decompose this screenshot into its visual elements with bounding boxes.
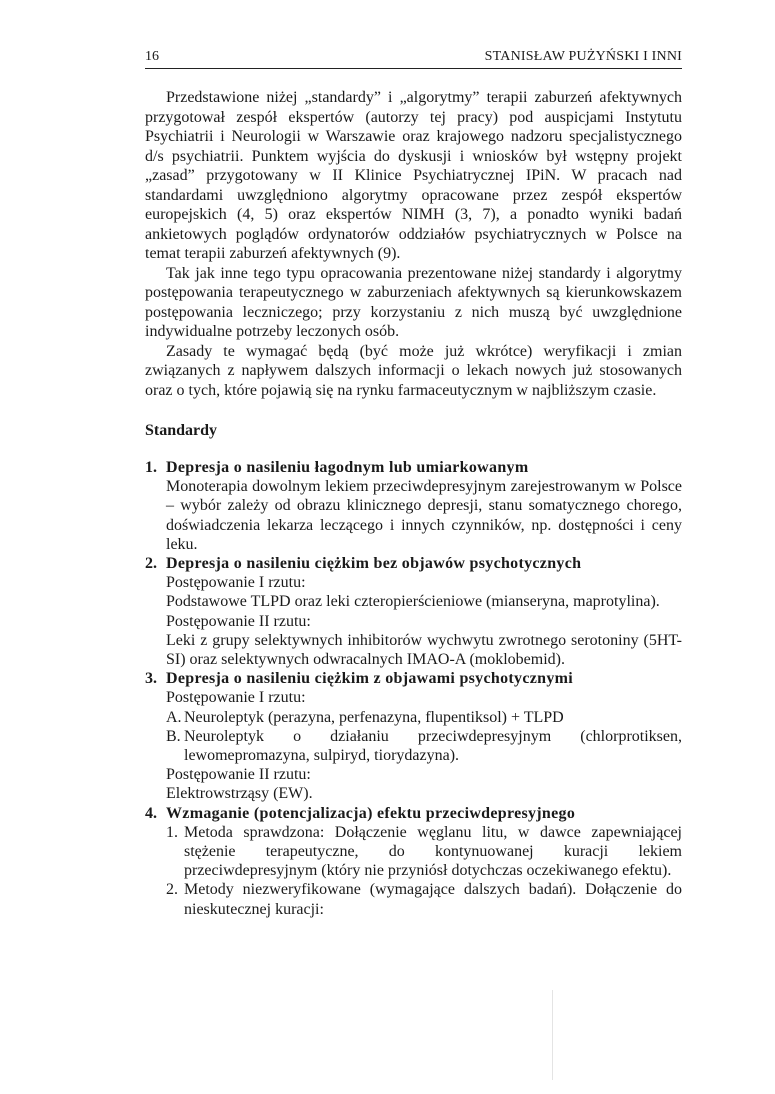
item-line: Postępowanie II rzutu:: [166, 612, 311, 630]
standard-item-3: [145, 669, 682, 803]
item-title: Depresja o nasileniu ciężkim z objawami psychotycznymi: [166, 670, 573, 688]
item-title: Depresja o nasileniu łagodnym lub umiarkowanym: [166, 459, 529, 476]
sub-text: Metody niezweryfikowane (wymagające dalszych badań). Dołączenie do nieskutecznej kuracji:: [184, 881, 682, 918]
intro-paragraph-3: Zasady te wymagać będą (być może już wkrótce) weryfikacji i zmian związanych z napływem dalszych informacji o lekach nowych już stosowanych oraz o tych, które pojawią się na rynku farmaceutycznym w najbliższym czasie.: [145, 342, 682, 399]
item-number: 2.: [145, 555, 157, 573]
item-title: Depresja o nasileniu ciężkim bez objawów psychotycznych: [166, 555, 582, 573]
item-line: Podstawowe TLPD oraz leki czteropierścieniowe (mianseryna, maprotylina).: [166, 593, 660, 611]
item-number: 4.: [145, 804, 157, 822]
item-line: Postępowanie II rzutu:: [166, 766, 311, 784]
running-head: STANISŁAW PUŻYŃSKI I INNI: [484, 49, 682, 64]
intro-paragraph-1: Przedstawione niżej „standardy” i „algorytmy” terapii zaburzeń afektywnych przygotował zespół ekspertów (autorzy tej pracy) pod auspicjami Instytutu Psychiatrii i Neurologii w Warszawie oraz krajowego nadzoru specjalistycznego d/s psychiatrii. Punktem wyjścia do dyskusji i wniosków był wstępny projekt „zasad” przygotowany w II Klinice Psychiatrycznej IPiN. W pracach nad standardami uwzględniono algorytmy opracowane przez zespół ekspertów europejskich (4, 5) oraz ekspertów NIMH (3, 7), a ponadto wyniki badań ankietowych poglądów ordynatorów oddziałów psychiatrycznych w Polsce na temat terapii zaburzeń afektywnych (9).: [145, 89, 682, 262]
sub-text: Metoda sprawdzona: Dołączenie węglanu litu, w dawce zapewniającej stężenie terapeutyczne, do kontynuowanej kuracji lekiem przeciwdepresyjnym (który nie przyniósł dotychczas oczekiwanego efektu).: [184, 823, 682, 880]
sub-marker: 2.: [166, 881, 178, 899]
sub-marker: A.: [166, 708, 182, 726]
sub-marker: 1.: [166, 823, 178, 841]
item-line: Leki z grupy selektywnych inhibitorów wychwytu zwrotnego serotoniny (5HT-SI) oraz selektywnych odwracalnych IMAO-A (moklobemid).: [166, 631, 682, 669]
page-number: 16: [145, 49, 159, 64]
sub-text: Neuroleptyk (perazyna, perfenazyna, flupentiksol) + TLPD: [184, 708, 564, 726]
intro-text: [145, 88, 682, 400]
intro-paragraph-2: Tak jak inne tego typu opracowania prezentowane niżej standardy i algorytmy postępowania terapeutycznego w zaburzeniach afektywnych są kierunkowskazem postępowania leczniczego; przy korzystaniu z nich muszą być uwzględnione indywidualne potrzeby leczonych osób.: [145, 264, 682, 340]
item-line: Postępowanie I rzutu:: [166, 689, 306, 707]
sub-text: Neuroleptyk o działaniu przeciwdepresyjnym (chlorprotiksen, lewomepromazyna, sulpiryd, tiorydazyna).: [184, 727, 682, 765]
page-header: [145, 48, 682, 69]
section-heading: Standardy: [145, 422, 218, 439]
method-1: [166, 823, 682, 881]
item-title: Wzmaganie (potencjalizacja) efektu przeciwdepresyjnego: [166, 804, 576, 822]
standard-item-1: [145, 458, 682, 554]
item-number: 3.: [145, 670, 157, 688]
standard-item-4: [145, 804, 682, 919]
item-line: Postępowanie I rzutu:: [166, 574, 306, 592]
method-2: [166, 880, 682, 918]
item-text: Monoterapia dowolnym lekiem przeciwdepresyjnym zarejestrowanym w Polsce – wybór zależy od obrazu klinicznego depresji, stanu somatycznego chorego, doświadczenia lekarza leczącego i innych czynników, np. dostępności i ceny leku.: [166, 478, 682, 553]
item-line: Elektrowstrząsy (EW).: [166, 785, 313, 803]
scan-artifact-line: [552, 990, 553, 1080]
standards-list: [145, 458, 682, 919]
standard-item-2: [145, 554, 682, 669]
item-number: 1.: [145, 459, 157, 476]
sub-item-b: [166, 727, 682, 765]
sub-item-a: [166, 708, 682, 727]
sub-marker: B.: [166, 727, 181, 745]
